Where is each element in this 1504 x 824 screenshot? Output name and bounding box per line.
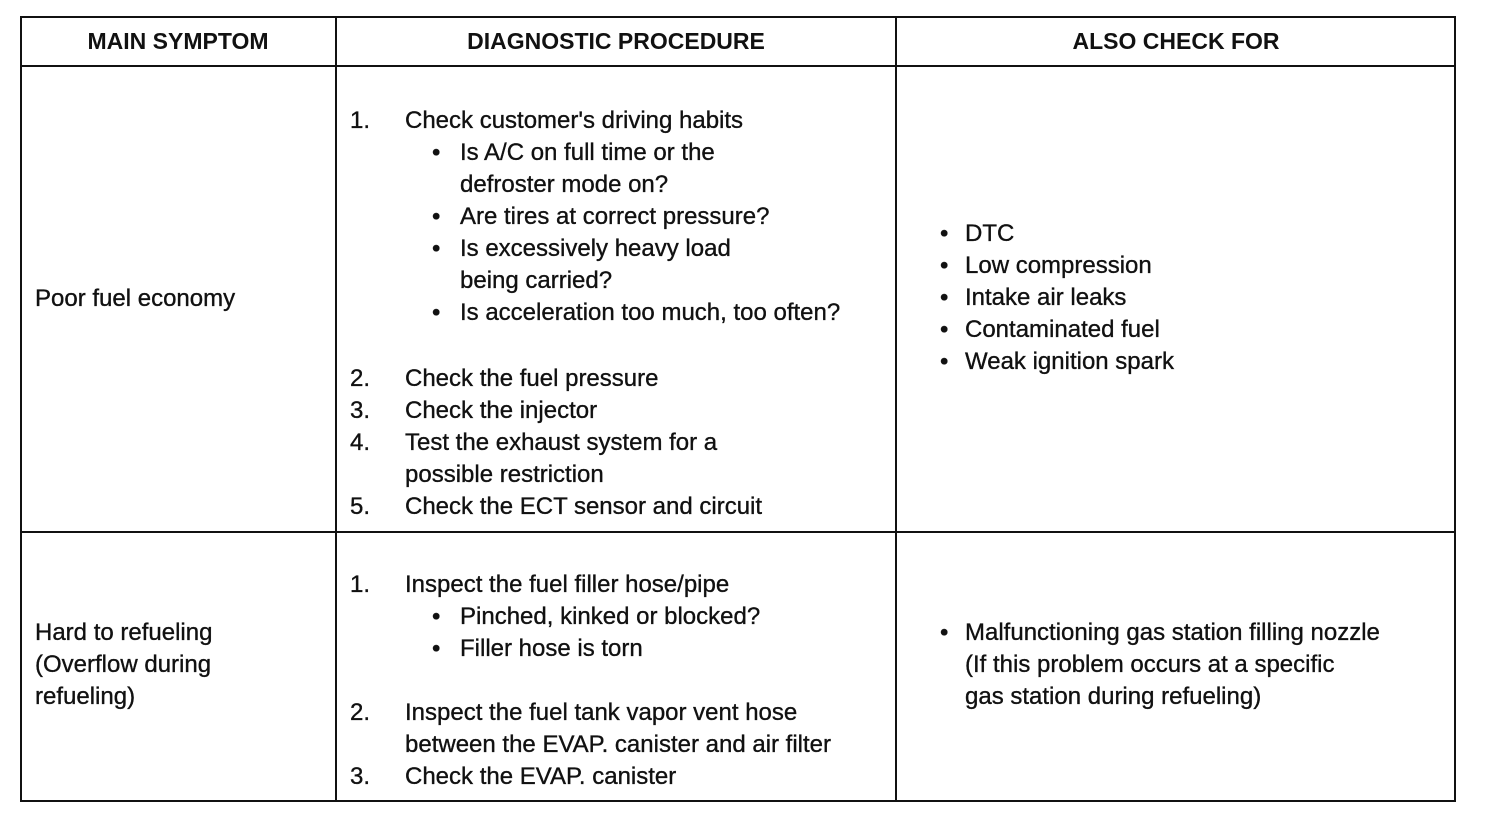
step-text: Check the EVAP. canister (405, 763, 677, 790)
column-divider (895, 16, 897, 802)
sub-item-text: Is A/C on full time or the (460, 139, 715, 166)
sub-item-text: Is excessively heavy load (460, 235, 731, 262)
header-diagnostic-procedure: DIAGNOSTIC PROCEDURE (467, 28, 765, 54)
symptom-text: Hard to refueling (35, 619, 213, 646)
bullet-icon: • (940, 252, 949, 279)
also-check-text: (If this problem occurs at a specific (965, 651, 1335, 678)
sub-item-text: Pinched, kinked or blocked? (460, 603, 761, 630)
also-check-text: Weak ignition spark (965, 348, 1174, 375)
bullet-icon: • (432, 603, 441, 630)
step-text: Check customer's driving habits (405, 107, 744, 134)
bullet-icon: • (940, 220, 949, 247)
continuation-text: defroster mode on? (460, 171, 669, 198)
sub-item-text: Filler hose is torn (460, 635, 643, 662)
bullet-icon: • (940, 348, 949, 375)
step-text: Check the injector (405, 397, 598, 424)
step-text: Inspect the fuel filler hose/pipe (405, 571, 730, 598)
symptom-text: Poor fuel economy (35, 285, 236, 312)
continuation-text: between the EVAP. canister and air filter (405, 731, 832, 758)
column-divider (335, 16, 337, 802)
bullet-icon: • (432, 299, 441, 326)
step-number: 2. (350, 699, 371, 726)
bullet-icon: • (940, 284, 949, 311)
step-number: 1. (350, 571, 371, 598)
step-number: 5. (350, 493, 371, 520)
step-number: 3. (350, 763, 371, 790)
also-check-text: Intake air leaks (965, 284, 1127, 311)
header-main-symptom: MAIN SYMPTOM (87, 28, 269, 54)
bullet-icon: • (432, 139, 441, 166)
continuation-text: being carried? (460, 267, 613, 294)
step-number: 3. (350, 397, 371, 424)
row-divider (20, 65, 1456, 67)
step-text: Check the ECT sensor and circuit (405, 493, 763, 520)
also-check-text: gas station during refueling) (965, 683, 1262, 710)
header-also-check-for: ALSO CHECK FOR (1072, 28, 1280, 54)
also-check-text: Low compression (965, 252, 1152, 279)
also-check-text: Malfunctioning gas station filling nozzle (965, 619, 1380, 646)
bullet-icon: • (940, 316, 949, 343)
row-divider (20, 531, 1456, 533)
symptom-text: refueling) (35, 683, 136, 710)
also-check-text: Contaminated fuel (965, 316, 1160, 343)
also-check-text: DTC (965, 220, 1015, 247)
continuation-text: possible restriction (405, 461, 604, 488)
step-text: Inspect the fuel tank vapor vent hose (405, 699, 798, 726)
sub-item-text: Are tires at correct pressure? (460, 203, 770, 230)
step-text: Test the exhaust system for a (405, 429, 718, 456)
bullet-icon: • (432, 635, 441, 662)
bullet-icon: • (432, 235, 441, 262)
sub-item-text: Is acceleration too much, too often? (460, 299, 841, 326)
bullet-icon: • (432, 203, 441, 230)
step-number: 1. (350, 107, 371, 134)
step-text: Check the fuel pressure (405, 365, 659, 392)
step-number: 4. (350, 429, 371, 456)
step-number: 2. (350, 365, 371, 392)
symptom-text: (Overflow during (35, 651, 212, 678)
bullet-icon: • (940, 619, 949, 646)
